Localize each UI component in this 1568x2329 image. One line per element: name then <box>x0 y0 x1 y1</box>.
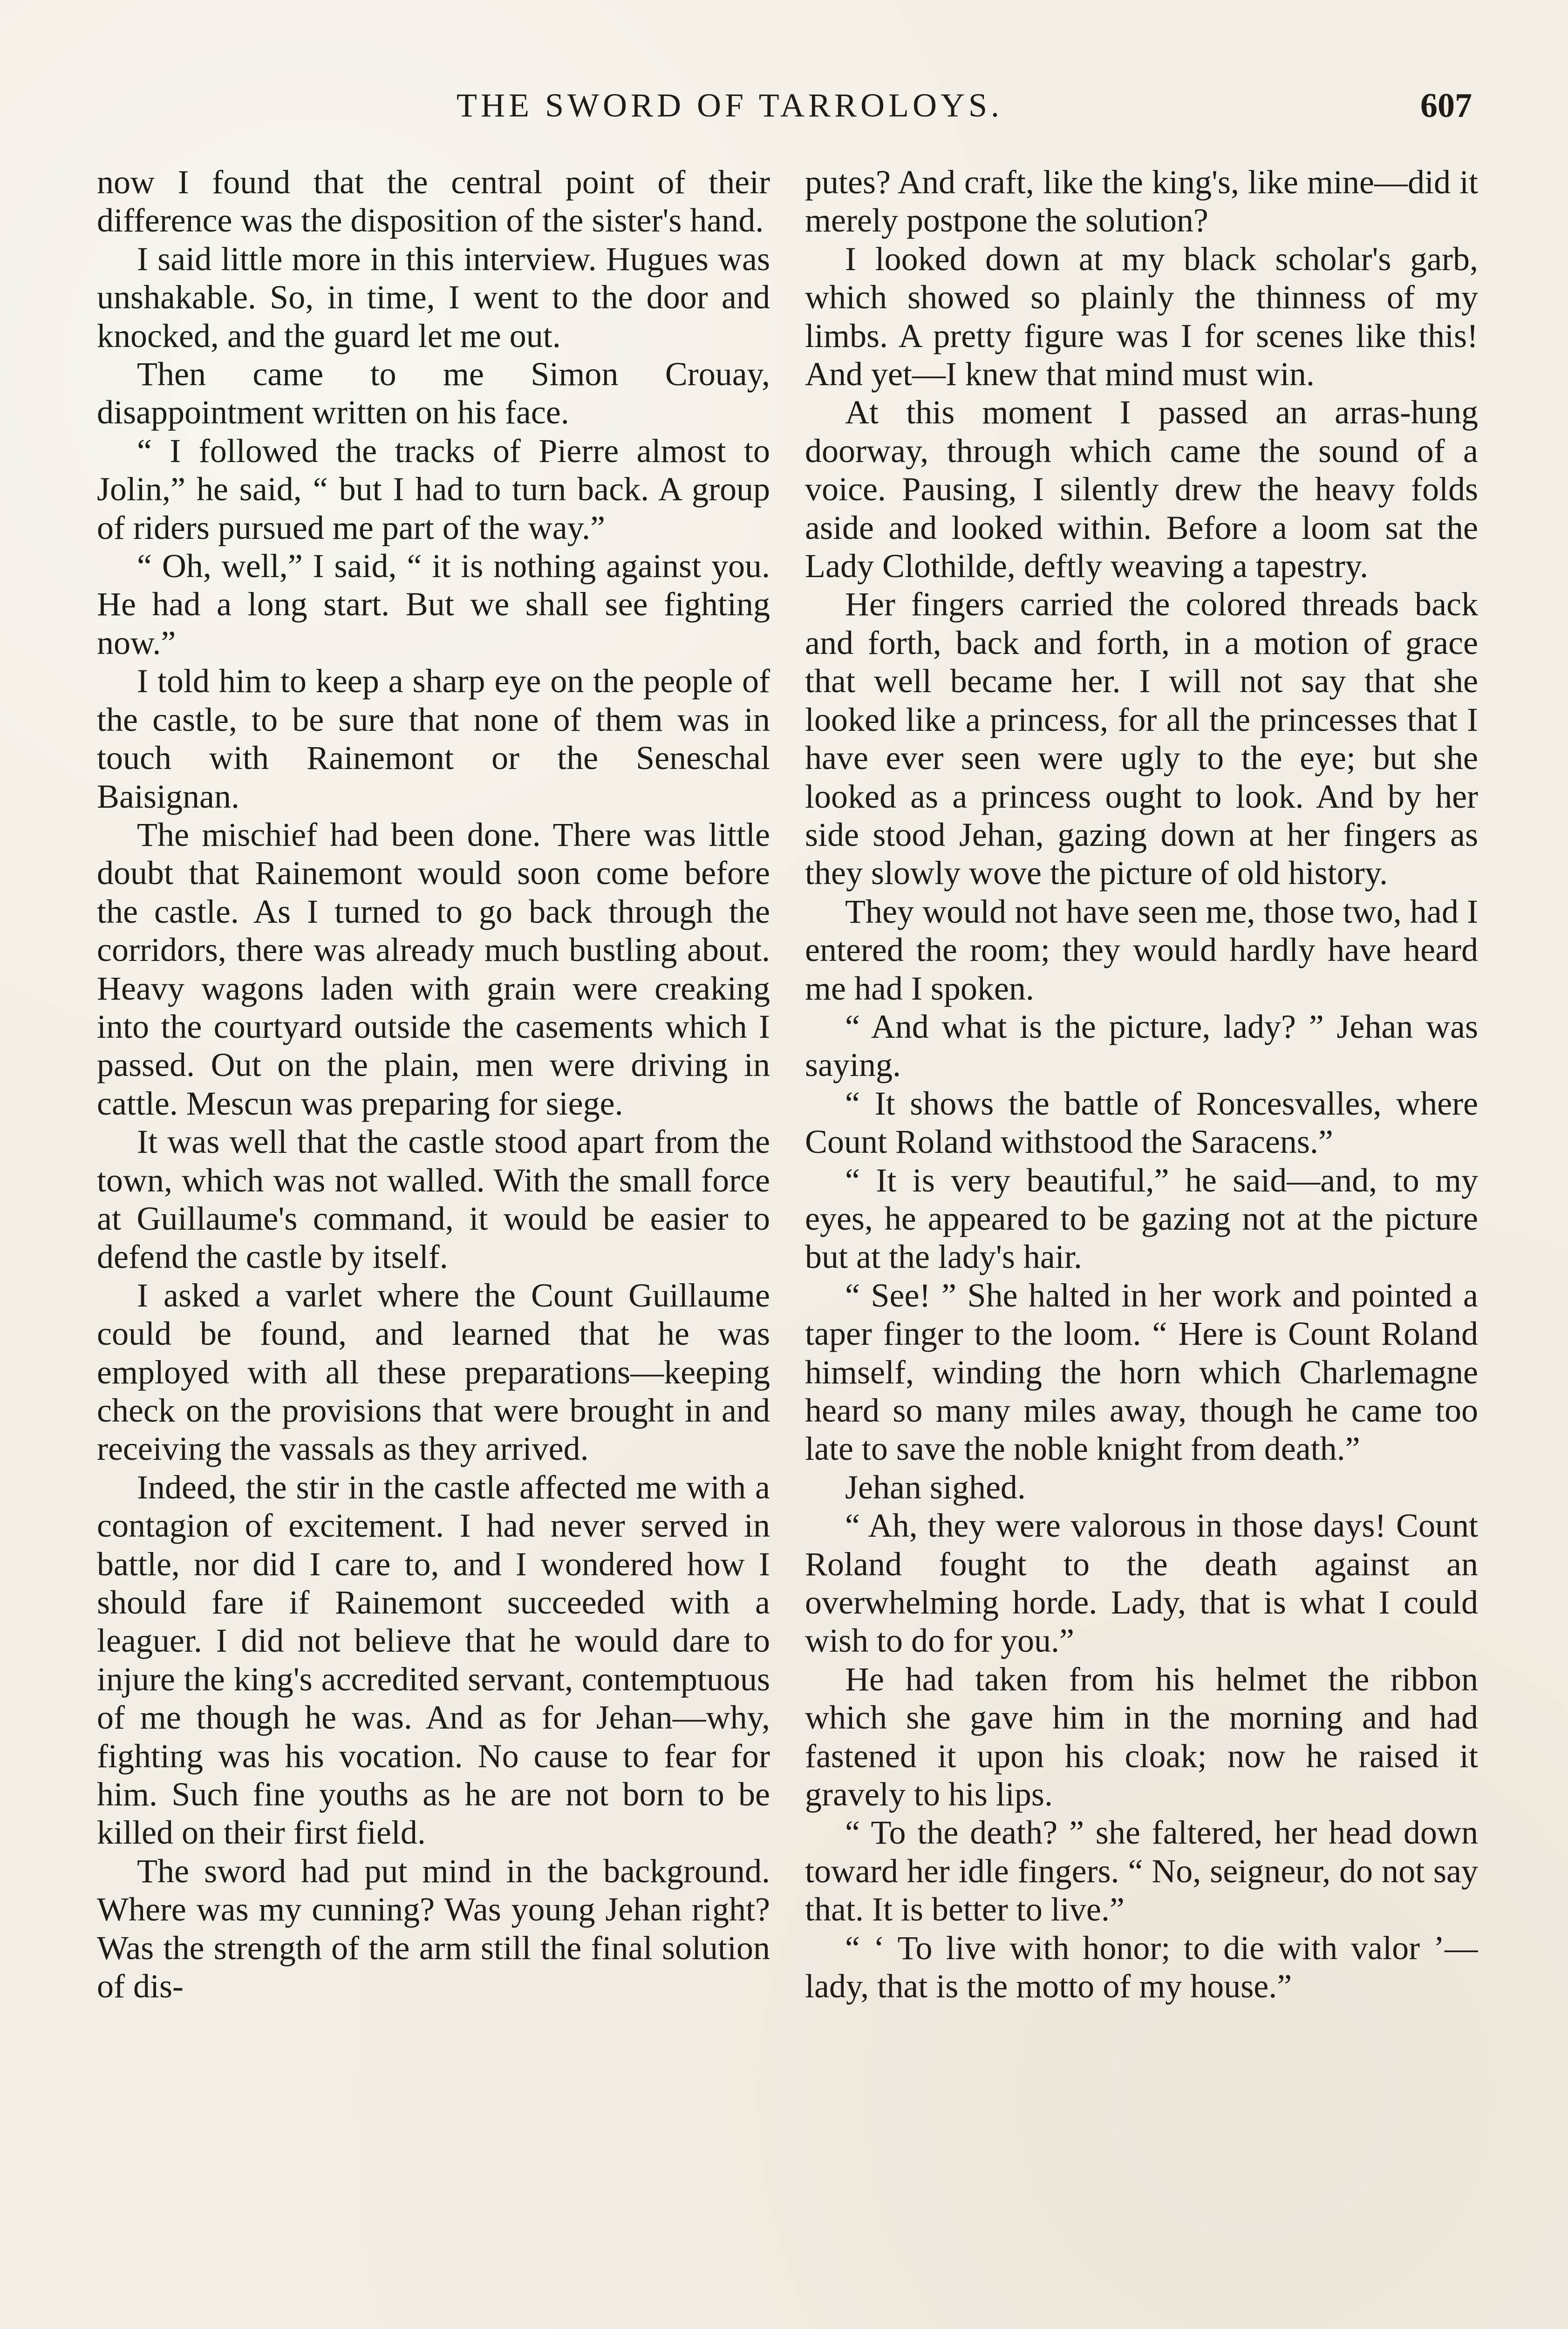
paragraph: “ See! ” She halted in her work and pointed a taper finger to the loom. “ Here is Count Roland himself, winding the horn which Charlemagne heard so many miles away, though he came too late to save the noble knight from death.” <box>805 1276 1478 1468</box>
paragraph: “ And what is the picture, lady? ” Jehan was saying. <box>805 1008 1478 1084</box>
paragraph: I told him to keep a sharp eye on the people of the castle, to be sure that none of them was in touch with Rainemont or the Seneschal Baisignan. <box>97 662 770 815</box>
paragraph: “ To the death? ” she faltered, her head down toward her idle fingers. “ No, seigneur, do not say that. It is better to live.” <box>805 1814 1478 1928</box>
running-title: THE SWORD OF TARROLOYS. <box>457 87 1003 124</box>
paragraph: putes? And craft, like the king's, like mine—did it merely postpone the solution? <box>805 163 1478 239</box>
left-text-column <box>97 163 770 2329</box>
paragraph: “ I followed the tracks of Pierre almost to Jolin,” he said, “ but I had to turn back. A group of riders pursued me part of the way.” <box>97 432 770 546</box>
page-header <box>457 86 1472 128</box>
paragraph: The sword had put mind in the background. Where was my cunning? Was young Jehan right? Was the strength of the arm still the final solution of dis- <box>97 1852 770 2005</box>
page-number: 607 <box>1420 87 1472 125</box>
paragraph: Jehan sighed. <box>845 1468 1026 1506</box>
paragraph: At this moment I passed an arras-hung doorway, through which came the sound of a voice. Pausing, I silently drew the heavy folds aside and looked within. Before a loom sat the Lady Clothilde, deftly weaving a tapestry. <box>805 394 1478 585</box>
paragraph: Her fingers carried the colored threads back and forth, back and forth, in a motion of grace that well became her. I will not say that she looked like a princess, for all the princesses that I have ever seen were ugly to the eye; but she looked as a princess ought to look. And by her side stood Jehan, gazing down at her fingers as they slowly wove the picture of old history. <box>805 586 1478 892</box>
paragraph: “ It shows the battle of Roncesvalles, where Count Roland withstood the Saracens.” <box>805 1084 1478 1161</box>
paragraph: They would not have seen me, those two, had I entered the room; they would hardly have heard me had I spoken. <box>805 892 1478 1007</box>
paragraph: I asked a varlet where the Count Guillaume could be found, and learned that he was employed with all these preparations—keeping check on the provisions that were brought in and receiving the vassals as they arrived. <box>97 1276 770 1468</box>
paragraph: “ Oh, well,” I said, “ it is nothing against you. He had a long start. But we shall see fighting now.” <box>97 547 770 661</box>
paragraph: It was well that the castle stood apart from the town, which was not walled. With the small force at Guillaume's command, it would be easier to defend the castle by itself. <box>97 1123 770 1276</box>
paragraph: “ Ah, they were valorous in those days! Count Roland fought to the death against an overwhelming horde. Lady, that is what I could wish to do for you.” <box>805 1507 1478 1660</box>
paragraph: “ ‘ To live with honor; to die with valor ’—lady, that is the motto of my house.” <box>805 1929 1478 2005</box>
paragraph: now I found that the central point of their difference was the disposition of the sister's hand. <box>97 163 770 239</box>
right-text-column <box>805 163 1478 2329</box>
paragraph: Indeed, the stir in the castle affected me with a contagion of excitement. I had never served in battle, nor did I care to, and I wondered how I should fare if Rainemont succeeded with a leaguer. I did not believe that he would dare to injure the king's accredited servant, contemptuous of me though he was. And as for Jehan—why, fighting was his vocation. No cause to fear for him. Such fine youths as he are not born to be killed on their first field. <box>97 1468 770 1852</box>
paragraph: He had taken from his helmet the ribbon which she gave him in the morning and had fastened it upon his cloak; now he raised it gravely to his lips. <box>805 1660 1478 1813</box>
paragraph: Then came to me Simon Crouay, disappointment written on his face. <box>97 355 770 431</box>
paragraph: “ It is very beautiful,” he said—and, to my eyes, he appeared to be gazing not at the picture but at the lady's hair. <box>805 1161 1478 1276</box>
paragraph: I looked down at my black scholar's garb, which showed so plainly the thinness of my limbs. A pretty figure was I for scenes like this! And yet—I knew that mind must win. <box>805 240 1478 393</box>
paragraph: The mischief had been done. There was little doubt that Rainemont would soon come before the castle. As I turned to go back through the corridors, there was already much bustling about. Heavy wagons laden with grain were creaking into the courtyard outside the casements which I passed. Out on the plain, men were driving in cattle. Mescun was preparing for siege. <box>97 816 770 1122</box>
paragraph: I said little more in this interview. Hugues was unshakable. So, in time, I went to the door and knocked, and the guard let me out. <box>97 240 770 354</box>
